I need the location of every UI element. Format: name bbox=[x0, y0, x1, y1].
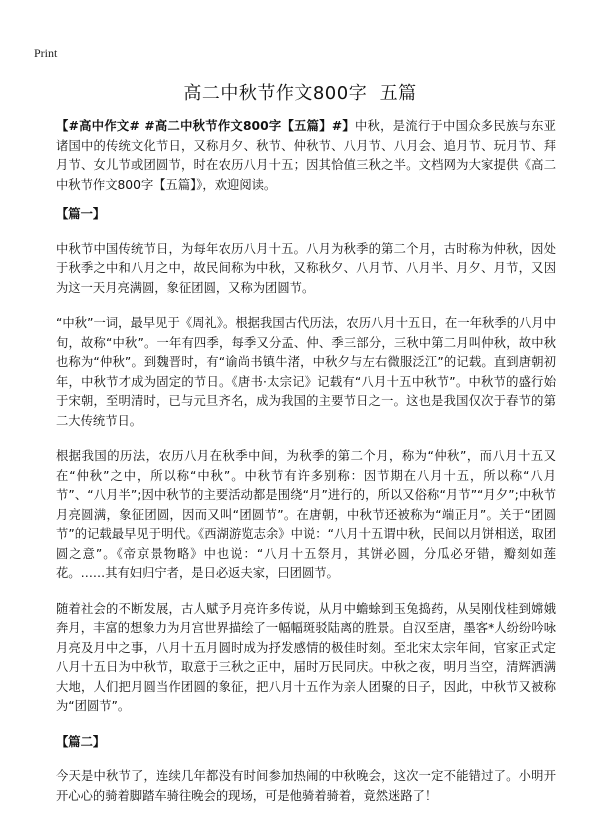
section-heading-1: 【篇一】 bbox=[56, 207, 106, 221]
paragraph: 根据我国的历法，农历八月在秋季中间，为秋季的第二个月，称为“仲秋”，而八月十五又在“仲秋”之中，所以称“中秋”。中秋节有许多别称：因节期在八月十五，所以称“八月节”、“八月半”;因中秋节的主要活动都是围绕“月”进行的，所以又俗称“月节”“月夕”;中秋节月亮圆满，象征团圆，因而又叫“团圆节”。在唐朝，中秋节还被称为“端正月”。关于“团圆节”的记载最早见于明代。《西湖游览志余》中说：“八月十五谓中秋，民间以月饼相送，取团圆之意”。《帝京景物略》中也说：“八月十五祭月，其饼必圆，分瓜必牙错，瓣刻如莲花。……其有妇归宁者，是日必返夫家，曰团圆节。 bbox=[56, 449, 556, 580]
paragraph: 中秋节中国传统节日，为每年农历八月十五。八月为秋季的第二个月，古时称为仲秋，因处于秋季之中和八月之中，故民间称为中秋，又称秋夕、八月节、八月半、月夕、月节，又因为这一天月亮满圆，象征团圆，又称为团圆节。 bbox=[56, 241, 556, 295]
paragraph: 今天是中秋节了，连续几年都没有时间参加热闹的中秋晚会，这次一定不能错过了。小明开开心心的骑着脚踏车骑往晚会的现场，可是他骑着骑着，竟然迷路了！ bbox=[56, 769, 556, 803]
intro-text: 中秋，是流行于中国众多民族与东亚诸国中的传统文化节日，又称月夕、秋节、仲秋节、八月节、八月会、追月节、玩月节、拜月节、女儿节或团圆节，时在农历八月十五；因其恰值三秋之半。文档网为大家提供《高二中秋节作文800字【五篇】》，欢迎阅读。 bbox=[56, 119, 556, 192]
intro-paragraph bbox=[56, 117, 556, 195]
paragraph: “中秋”一词，最早见于《周礼》。根据我国古代历法，农历八月十五日，在一年秋季的八月中旬，故称“中秋”。一年有四季，每季又分孟、仲、季三部分，三秋中第二月叫仲秋，故中秋也称为“仲秋”。到魏晋时，有“谕尚书镇牛渚，中秋夕与左右微服泛江”的记载。直到唐朝初年，中秋节才成为固定的节日。《唐书·太宗记》记载有“八月十五中秋节”。中秋节的盛行始于宋朝，至明清时，已与元旦齐名，成为我国的主要节日之一。这也是我国仅次于春节的第二大传统节日。 bbox=[56, 316, 556, 428]
section-heading-2: 【篇二】 bbox=[56, 734, 106, 749]
document-title: 高二中秋节作文800字 五篇 bbox=[183, 83, 417, 104]
paragraph: 随着社会的不断发展，古人赋予月亮许多传说，从月中蟾蜍到玉兔捣药，从吴刚伐桂到嫦娥奔月，丰富的想象力为月宫世界描绘了一幅幅斑驳陆离的胜景。自汉至唐，墨客*人纷纷吟咏月亮及月中之事，八月十五月圆时成为抒发感情的极佳时刻。至北宋太宗年间，官家正式定八月十五日为中秋节，取意于三秋之正中，届时万民同庆。中秋之夜，明月当空，清辉洒满大地，人们把月圆当作团圆的象征，把八月十五作为亲人团聚的日子，因此，中秋节又被称为“团圆节”。 bbox=[56, 601, 556, 713]
article-body bbox=[56, 117, 556, 822]
intro-tags: 【#高中作文# #高二中秋节作文800字【五篇】#】 bbox=[56, 119, 355, 133]
print-link[interactable]: Print bbox=[34, 46, 58, 60]
